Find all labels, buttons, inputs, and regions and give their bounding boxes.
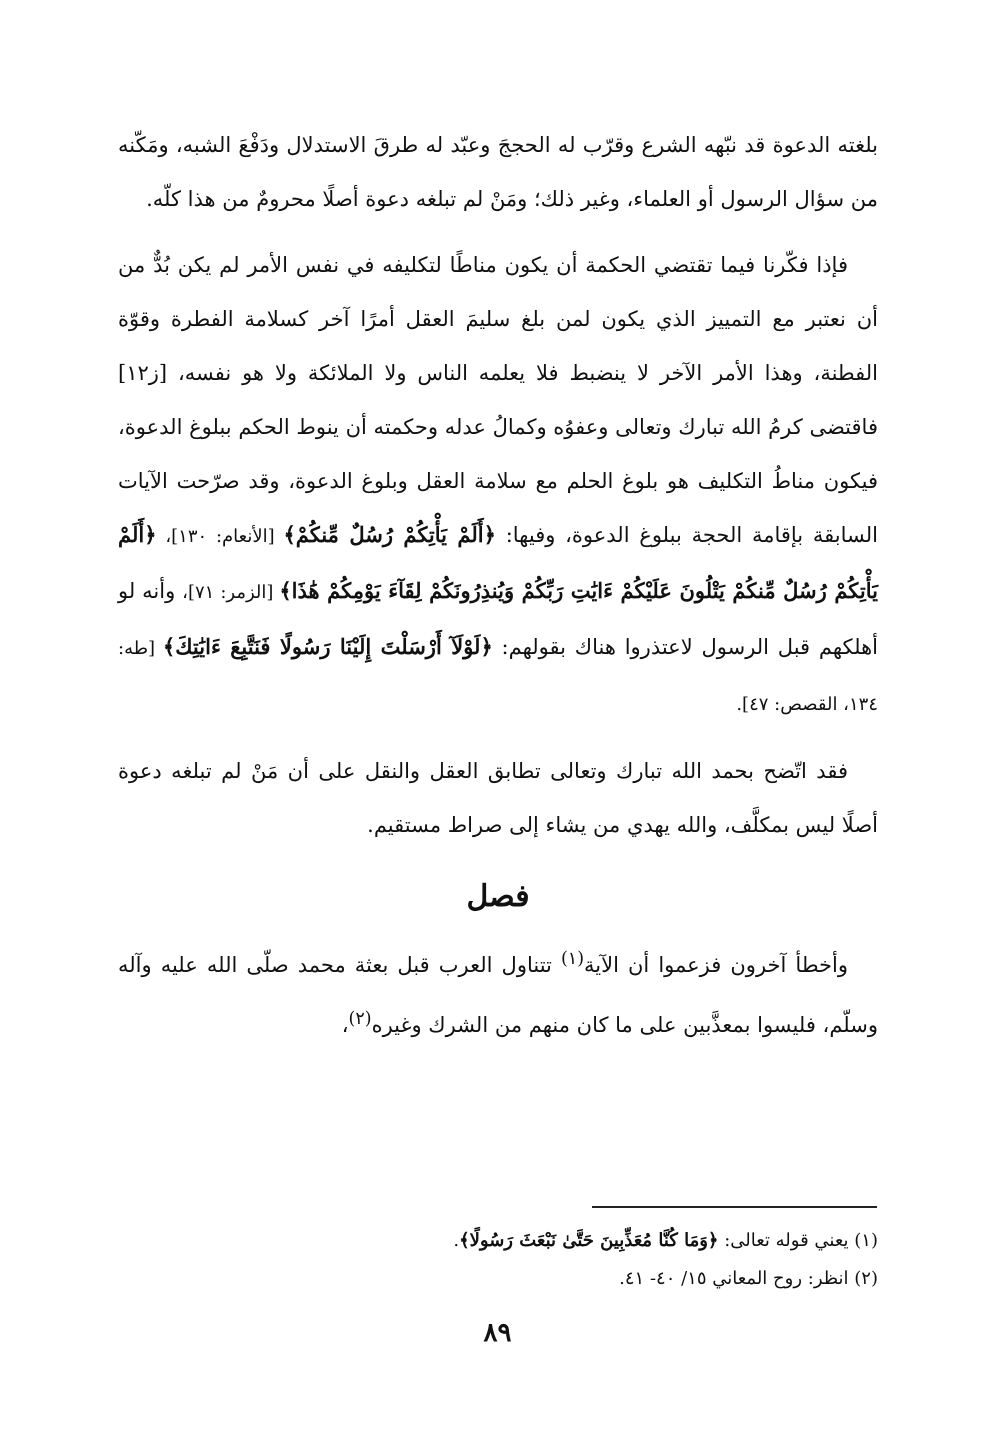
paragraph-1: [118, 118, 878, 226]
footnote-2-marker: (٢): [854, 1268, 878, 1289]
footnote-1-verse: ﴿وَمَا كُنَّا مُعَذِّبِينَ حَتَّىٰ نَبْعَثَ رَسُولًا﴾: [459, 1230, 719, 1251]
paragraph-3-text: فقد اتّضح بحمد الله تبارك وتعالى تطابق العقل والنقل على أن مَنْ لم تبلغه دعوة أصلًا ليس بمكلَّف، والله يهدي من يشاء إلى صراط مستقيم.: [118, 759, 878, 837]
footnote-reference-1: (١): [560, 949, 585, 969]
quran-verse-zumar: ﴿أَلَمْ يَأْتِكُمْ رُسُلٌ مِّنكُمْ يَتْلُونَ عَلَيْكُمْ ءَايَٰتِ رَبِّكُمْ وَيُنذِرُونَكُمْ لِقَآءَ يَوْمِكُمْ هَٰذَا﴾: [118, 522, 878, 603]
footnote-divider: [592, 1206, 877, 1208]
footnote-2: [118, 1260, 878, 1298]
paragraph-2-middle: وأنه لو أهلكهم قبل الرسول لاعتذروا هناك بقولهم:: [118, 579, 878, 659]
paragraph-3: [118, 744, 878, 852]
paragraph-4-part-3: ،: [341, 1013, 349, 1037]
verse-reference-zumar: [الزمر: ٧١]،: [182, 582, 280, 603]
footnote-reference-2: (٢): [348, 1009, 372, 1029]
paragraph-2-intro: فإذا فكّرنا فيما تقتضي الحكمة أن يكون مناطًا لتكليفه في نفس الأمر لم يكن بُدٌّ من أن نعتبر مع التمييز الذي يكون لمن بلغ سليمَ العقل أمرًا آخر كسلامة الفطرة وقوّة الفطنة، وهذا الأمر الآخر لا ينضبط فلا يعلمه الناس ولا الملائكة ولا هو نفسه، [ز١٢] فاقتضى كرمُ الله تبارك وتعالى وعفوُه وكمالُ عدله وحكمته أن ينوط الحكم ببلوغ الدعوة، فيكون مناطُ التكليف هو بلوغ الحلم مع سلامة العقل وبلوغ الدعوة، وقد صرّحت الآيات السابقة بإقامة الحجة ببلوغ الدعوة، وفيها:: [118, 253, 878, 547]
verse-reference-anam: [الأنعام: ١٣٠]،: [156, 526, 284, 547]
paragraph-4: [118, 932, 878, 1052]
paragraph-1-text: بلغته الدعوة قد نبّهه الشرع وقرّب له الحججَ وعبّد له طرقَ الاستدلال ودَفْعَ الشبه، ومَكّنه من سؤال الرسول أو العلماء، وغير ذلك؛ ومَنْ لم تبلغه دعوة أصلًا محرومٌ من هذا كلّه.: [118, 133, 878, 211]
paragraph-4-part-1: وأخطأ آخرون فزعموا أن الآية: [584, 953, 849, 977]
footnote-1-marker: (١): [854, 1230, 878, 1251]
verse-reference-taha-qasas: [طه: ١٣٤، القصص: ٤٧].: [118, 638, 878, 715]
page-number: ٨٩: [483, 1318, 512, 1348]
section-heading: فصل: [466, 879, 530, 914]
footnote-1: [118, 1222, 878, 1260]
footnotes: [118, 1222, 878, 1298]
footnote-1-end: .: [453, 1230, 460, 1251]
quran-verse-taha: ﴿لَوْلَآ أَرْسَلْتَ إِلَيْنَا رَسُولًا فَنَتَّبِعَ ءَايَٰتِكَ﴾: [162, 634, 493, 659]
quran-verse-anam: ﴿أَلَمْ يَأْتِكُمْ رُسُلٌ مِّنكُمْ﴾: [283, 522, 496, 547]
footnote-2-text: انظر: روح المعاني ١٥/ ٤٠- ٤١.: [619, 1268, 849, 1289]
footnote-1-text: يعني قوله تعالى:: [718, 1230, 849, 1251]
paragraph-2: [118, 238, 878, 732]
main-text: [118, 118, 878, 1052]
paragraph-4-part-2: تتناول العرب قبل بعثة محمد صلّى الله عليه وآله وسلّم، فليسوا بمعذَّبين على ما كان منهم من الشرك وغيره: [118, 953, 878, 1037]
